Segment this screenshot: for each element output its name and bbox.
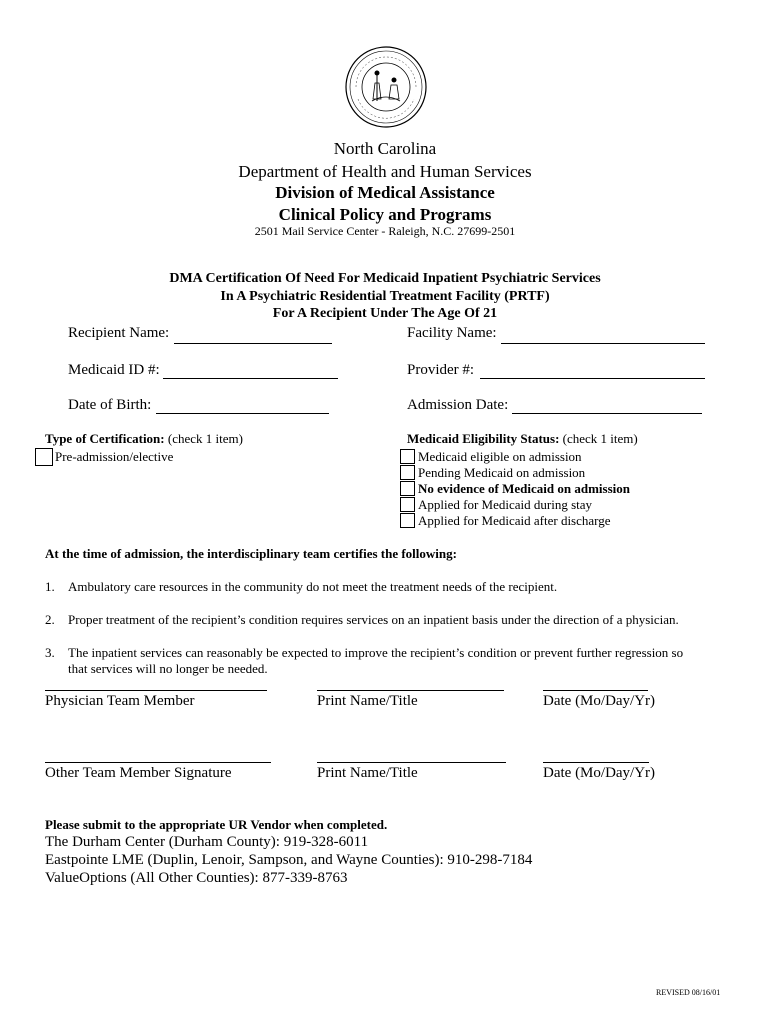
form-title-line1: DMA Certification Of Need For Medicaid Inpatient Psychiatric Services [169, 271, 601, 286]
header-address: 2501 Mail Service Center - Raleigh, N.C. 27699-2501 [254, 224, 516, 238]
recipient-name-field[interactable] [174, 343, 332, 344]
state-seal-icon [344, 43, 428, 139]
header-division: Division of Medical Assistance [275, 183, 495, 202]
facility-name-label: Facility Name: [407, 325, 497, 341]
item-1-number: 1. [45, 579, 55, 594]
applied-during-stay-checkbox[interactable] [400, 497, 415, 512]
print-name-line-1[interactable] [317, 690, 504, 691]
print-name-label-1: Print Name/Title [317, 693, 418, 709]
other-member-label: Other Team Member Signature [45, 765, 232, 781]
admission-date-label: Admission Date: [407, 397, 509, 413]
medicaid-id-label: Medicaid ID #: [68, 362, 160, 378]
vendor-durham: The Durham Center (Durham County): 919-328-6011 [45, 834, 369, 850]
item-3-number: 3. [45, 645, 55, 660]
item-2-text: Proper treatment of the recipient’s condition requires services on an inpatient basis under the direction of a physician. [68, 612, 679, 627]
pending-label: Pending Medicaid on admission [418, 465, 586, 480]
item-2-number: 2. [45, 612, 55, 627]
applied-after-discharge-checkbox[interactable] [400, 513, 415, 528]
pre-admission-checkbox[interactable] [35, 448, 53, 466]
medicaid-id-field[interactable] [163, 378, 338, 379]
physician-signature-line[interactable] [45, 690, 267, 691]
eligibility-status-label: Medicaid Eligibility Status: (check 1 item) [407, 431, 638, 446]
applied-during-stay-label: Applied for Medicaid during stay [418, 497, 593, 512]
vendor-valueoptions: ValueOptions (All Other Counties): 877-339-8763 [45, 870, 348, 886]
provider-field[interactable] [480, 378, 705, 379]
facility-name-field[interactable] [501, 343, 705, 344]
other-signature-line[interactable] [45, 762, 271, 763]
applied-after-discharge-label: Applied for Medicaid after discharge [418, 513, 611, 528]
submit-heading: Please submit to the appropriate UR Vendor when completed. [45, 817, 388, 832]
admission-date-field[interactable] [512, 413, 702, 414]
header-department: Department of Health and Human Services [238, 162, 532, 181]
certification-type-label: Type of Certification: (check 1 item) [45, 431, 243, 446]
print-name-line-2[interactable] [317, 762, 506, 763]
form-title-line2: In A Psychiatric Residential Treatment Facility (PRTF) [220, 289, 550, 304]
date-label-2: Date (Mo/Day/Yr) [543, 765, 656, 781]
recipient-name-label: Recipient Name: [68, 325, 170, 341]
pending-checkbox[interactable] [400, 465, 415, 480]
header-state: North Carolina [333, 139, 437, 158]
date-label-1: Date (Mo/Day/Yr) [543, 693, 656, 709]
form-title-line3: For A Recipient Under The Age Of 21 [272, 306, 498, 321]
date-line-1[interactable] [543, 690, 648, 691]
pre-admission-label: Pre-admission/elective [55, 449, 174, 464]
dob-field[interactable] [156, 413, 329, 414]
revision-date: REVISED 08/16/01 [656, 988, 721, 997]
no-evidence-label: No evidence of Medicaid on admission [418, 481, 630, 496]
item-3-text-continued: that services will no longer be needed. [68, 661, 268, 676]
team-certifies-heading: At the time of admission, the interdisciplinary team certifies the following: [45, 546, 457, 561]
item-3-text: The inpatient services can reasonably be expected to improve the recipient’s condition or prevent further regression so [68, 645, 684, 660]
dob-label: Date of Birth: [68, 397, 152, 413]
eligible-checkbox[interactable] [400, 449, 415, 464]
date-line-2[interactable] [543, 762, 649, 763]
eligible-label: Medicaid eligible on admission [418, 449, 582, 464]
provider-label: Provider #: [407, 362, 475, 378]
no-evidence-checkbox[interactable] [400, 481, 415, 496]
header-section: Clinical Policy and Programs [278, 205, 492, 224]
item-1-text: Ambulatory care resources in the community do not meet the treatment needs of the recipient. [68, 579, 558, 594]
vendor-eastpointe: Eastpointe LME (Duplin, Lenoir, Sampson, and Wayne Counties): 910-298-7184 [45, 852, 533, 868]
print-name-label-2: Print Name/Title [317, 765, 418, 781]
physician-label: Physician Team Member [45, 693, 195, 709]
